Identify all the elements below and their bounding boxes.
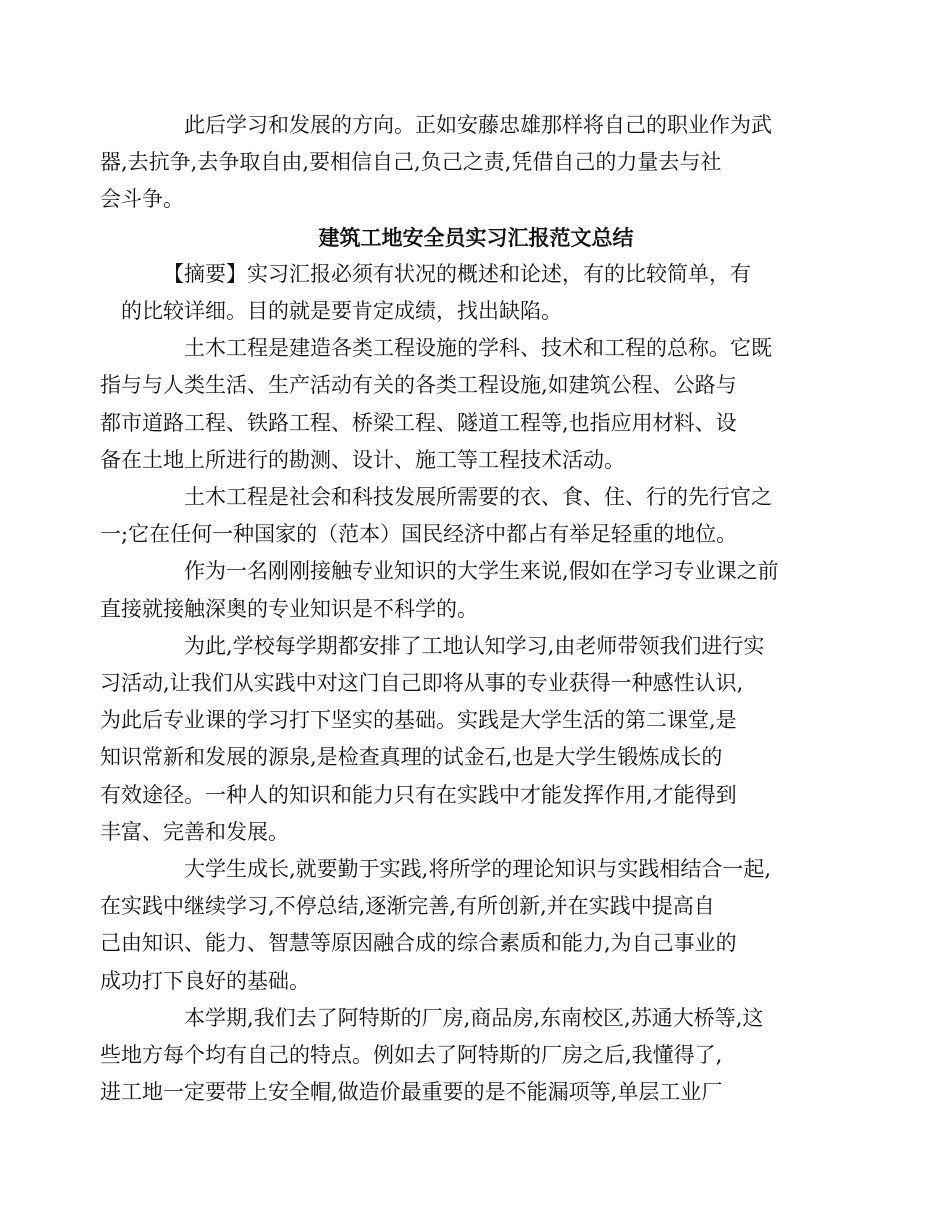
text-line: 备在土地上所进行的勘测、设计、施工等工程技术活动。	[100, 447, 625, 472]
text-line: 知识常新和发展的源泉,是检查真理的试金石,也是大学生锻炼成长的	[100, 745, 723, 770]
paragraph-body-5	[100, 851, 810, 1000]
text-line: 指与与人类生活、生产活动有关的各类工程设施,如建筑公程、公路与	[100, 373, 737, 398]
text-line: 有效途径。一种人的知识和能力只有在实践中才能发挥作用,才能得到	[100, 782, 737, 807]
text-line: 此后学习和发展的方向。正如安藤忠雄那样将自己的职业作为武	[184, 113, 772, 137]
text-line: 的比较详细。目的就是要肯定成绩，找出缺陷。	[121, 299, 562, 324]
paragraph-body-2	[100, 479, 810, 553]
text-line: 在实践中继续学习,不停总结,逐渐完善,有所创新,并在实践中提高自	[100, 894, 715, 919]
text-line: 【摘要】实习汇报必须有状况的概述和论述，有的比较简单，有	[163, 261, 751, 286]
text-line: 会斗争。	[100, 187, 184, 212]
paragraph-body-3	[100, 553, 810, 627]
text-line: 习活动,让我们从实践中对这门自己即将从事的专业获得一种感性认识,	[100, 671, 744, 696]
text-line: 土木工程是建造各类工程设施的学科、技术和工程的总称。它既	[184, 336, 772, 361]
text-line: 一;它在任何一种国家的（范本）国民经济中都占有举足轻重的地位。	[100, 522, 738, 547]
paragraph-abstract	[121, 256, 810, 330]
text-line: 丰富、完善和发展。	[100, 819, 289, 844]
text-line: 进工地一定要带上安全帽,做造价最重要的是不能漏项等,单层工业厂	[100, 1080, 723, 1105]
paragraph-body-4	[100, 628, 810, 851]
text-line: 器,去抗争,去争取自由,要相信自己,负己之责,凭借自己的力量去与社	[100, 150, 722, 175]
paragraph-body-6	[100, 1000, 810, 1112]
document-title: 建筑工地安全员实习汇报范文总结	[318, 224, 634, 250]
text-line: 大学生成长,就要勤于实践,将所学的理论知识与实践相结合一起,	[184, 857, 772, 882]
text-line: 直接就接触深奥的专业知识是不科学的。	[100, 596, 478, 621]
text-line: 土木工程是社会和科技发展所需要的衣、食、住、行的先行官之	[184, 485, 772, 510]
text-line: 都市道路工程、铁路工程、桥梁工程、隧道工程等,也指应用材料、设	[100, 410, 737, 435]
text-line: 己由知识、能力、智慧等原因融合成的综合素质和能力,为自己事业的	[100, 931, 737, 956]
text-line: 些地方每个均有自己的特点。例如去了阿特斯的厂房之后,我懂得了,	[100, 1043, 723, 1068]
paragraph-intro	[100, 107, 810, 219]
text-line: 成功打下良好的基础。	[100, 968, 310, 993]
text-line: 为此,学校每学期都安排了工地认知学习,由老师带领我们进行实	[184, 633, 765, 658]
text-line: 本学期,我们去了阿特斯的厂房,商品房,东南校区,苏通大桥等,这	[184, 1005, 764, 1030]
document-body	[100, 107, 810, 1111]
text-line: 为此后专业课的学习打下坚实的基础。实践是大学生活的第二课堂,是	[100, 708, 737, 733]
paragraph-body-1	[100, 330, 810, 479]
text-line: 作为一名刚刚接触专业知识的大学生来说,假如在学习专业课之前	[184, 559, 779, 584]
